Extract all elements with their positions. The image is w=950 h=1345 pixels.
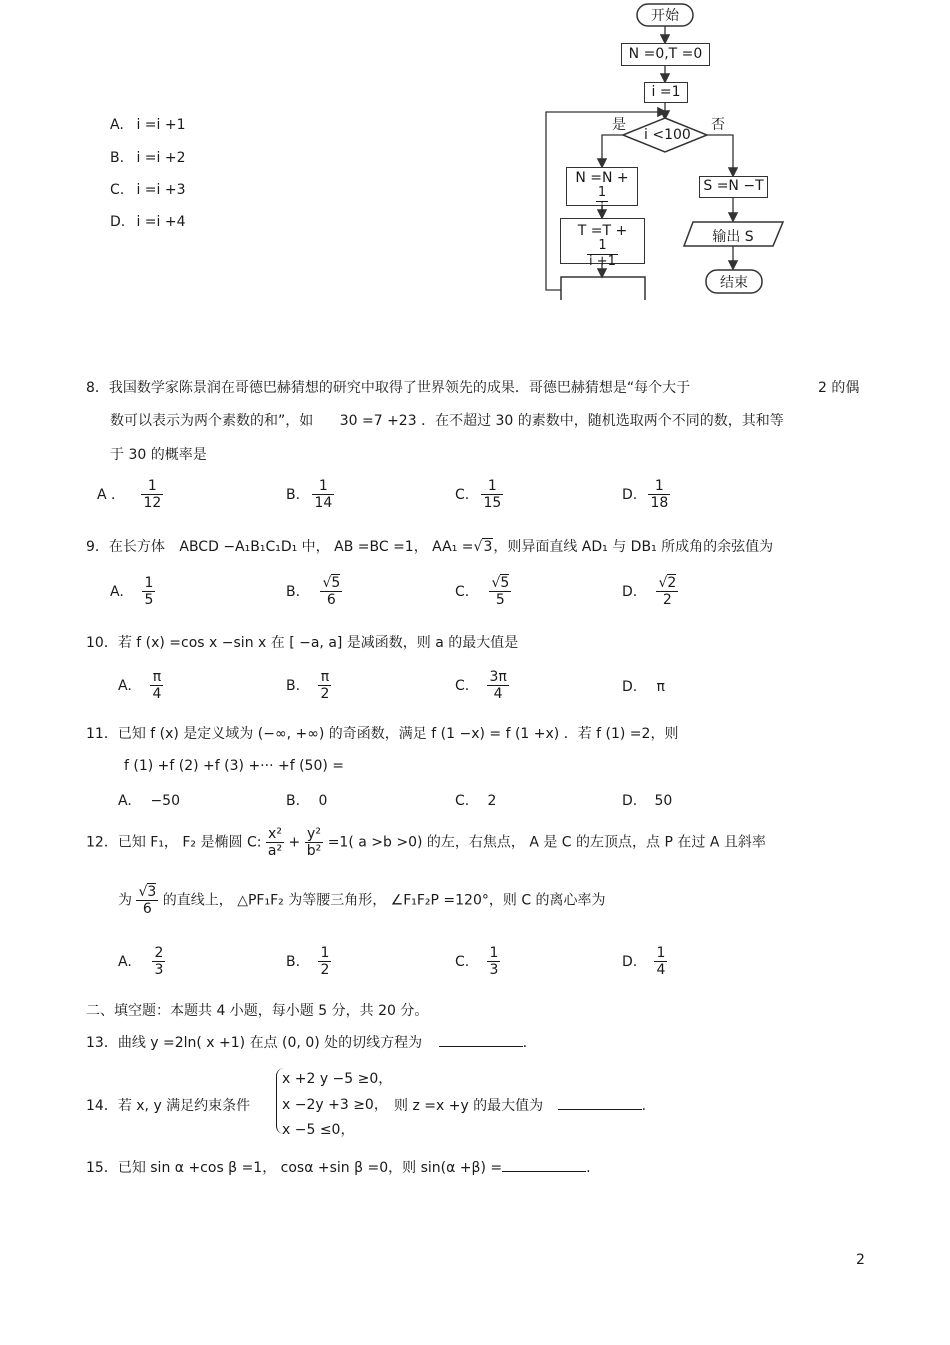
q11-line1: 11．已知 f (x) 是定义域为 (−∞, +∞) 的奇函数，满足 f (1 −x) = f (1 +x) ．若 f (1) =2，则 bbox=[86, 726, 679, 742]
q9-option-b: B. $\frac{√5}{6}$ bbox=[286, 575, 341, 609]
q11-option-d: D. 50 bbox=[622, 793, 673, 809]
t-update-fraction: $\frac{1}{i +1}$ bbox=[589, 238, 616, 269]
flowchart-n-update-box: N =N + $\frac{1}{i}$ bbox=[566, 167, 638, 206]
flowchart-init-box: N =0,T =0 bbox=[621, 43, 710, 66]
q12-option-b: B. $\frac{1}{2}$ bbox=[286, 945, 330, 979]
flowchart-end: 结束 bbox=[720, 275, 748, 291]
q7-option-b: B. i =i +2 bbox=[110, 150, 186, 166]
flowchart-output: 输出 S bbox=[712, 229, 754, 245]
page-number: 2 bbox=[856, 1252, 865, 1268]
q9-option-a: A. $\frac{1}{5}$ bbox=[110, 575, 154, 609]
q10-option-c: C. $\frac{3\pi}{4}$ bbox=[455, 669, 507, 703]
q13-answer-blank[interactable] bbox=[439, 1032, 523, 1047]
q9-option-d: D. $\frac{√2}{2}$ bbox=[622, 575, 677, 609]
flowchart-t-update-box: T =T + $\frac{1}{i +1}$ bbox=[560, 218, 645, 264]
q9-option-c: C. $\frac{√5}{5}$ bbox=[455, 575, 510, 609]
q8-line3: 于 30 的概率是 bbox=[110, 447, 207, 463]
q10-stem: 10．若 f (x) =cos x −sin x 在 [ −a, a] 是减函数，则 a 的最大值是 bbox=[86, 635, 519, 651]
q14-prefix: 14．若 x, y 满足约束条件 bbox=[86, 1098, 251, 1114]
q7-option-d: D. i =i +4 bbox=[110, 214, 186, 230]
q8-option-d: D. $\frac{1}{18}$ bbox=[622, 478, 669, 512]
flowchart-yes-label: 是 bbox=[612, 117, 626, 133]
flowchart-i-init-box: i =1 bbox=[644, 82, 688, 103]
q11-line2: f (1) +f (2) +f (3) +··· +f (50) = bbox=[124, 758, 345, 774]
flowchart-lines bbox=[0, 0, 950, 310]
q12-option-c: C. $\frac{1}{3}$ bbox=[455, 945, 499, 979]
q7-option-c: C. i =i +3 bbox=[110, 182, 186, 198]
q11-option-c: C. 2 bbox=[455, 793, 497, 809]
q10-option-d: D. π bbox=[622, 679, 665, 695]
q10-option-b: B. $\frac{\pi}{2}$ bbox=[286, 669, 330, 703]
flowchart-no-label: 否 bbox=[711, 117, 725, 133]
q12-line1: 12．已知 F₁， F₂ 是椭圆 C: $\frac{\text{x²}}{\text{a²}}$ + $\frac{\text{y²}}{\text{b²}}$ =1( a >b >0) 的左，右焦点， A 是 C 的左顶点，点 P 在过 A 且斜率 bbox=[86, 826, 766, 860]
q15-answer-blank[interactable] bbox=[502, 1157, 586, 1172]
q14-tail: 则 z =x +y 的最大值为 . bbox=[394, 1095, 646, 1115]
q9-stem: 9．在长方体 ABCD −A₁B₁C₁D₁ 中， AB =BC =1， AA₁ =√3，则异面直线 AD₁ 与 DB₁ 所成角的余弦值为 bbox=[86, 539, 774, 555]
q14-answer-blank[interactable] bbox=[558, 1095, 642, 1110]
q8-option-c: C. $\frac{1}{15}$ bbox=[455, 478, 502, 512]
q8-line1: 8．我国数学家陈景润在哥德巴赫猜想的研究中取得了世界领先的成果．哥德巴赫猜想是“每个大于 bbox=[86, 380, 691, 396]
q12-option-a: A. $\frac{2}{3}$ bbox=[118, 945, 164, 979]
flowchart-condition: i <100 bbox=[644, 127, 691, 143]
q15: 15．已知 sin α +cos β =1， cosα +sin β =0，则 sin(α +β) = . bbox=[86, 1157, 591, 1177]
q7-option-a: A. i =i +1 bbox=[110, 117, 186, 133]
flowchart-s-calc-box: S =N −T bbox=[699, 176, 768, 198]
q12-line2: 为 $\frac{√3}{6}$ 的直线上， △PF₁F₂ 为等腰三角形， ∠F₁F₂P =120°，则 C 的离心率为 bbox=[118, 884, 606, 918]
section-fill-in-blank-heading: 二、填空题：本题共 4 小题，每小题 5 分，共 20 分。 bbox=[86, 1003, 429, 1019]
q8-option-b: B. $\frac{1}{14}$ bbox=[286, 478, 333, 512]
flowchart bbox=[0, 0, 950, 310]
q8-line1-tail: 2 的偶 bbox=[818, 380, 860, 396]
q13: 13．曲线 y =2ln( x +1) 在点 (0, 0) 处的切线方程为 . bbox=[86, 1032, 527, 1052]
q8-option-a: A ． $\frac{1}{12}$ bbox=[97, 478, 162, 512]
flowchart-start: 开始 bbox=[651, 8, 679, 24]
q8-line2: 数可以表示为两个素数的和”，如 30 =7 +23 ．在不超过 30 的素数中，随机选取两个不同的数，其和等 bbox=[110, 413, 784, 429]
q10-option-a: A. $\frac{\pi}{4}$ bbox=[118, 669, 162, 703]
q11-option-a: A. −50 bbox=[118, 793, 180, 809]
q14-constraint-system: x +2 y −5 ≥0， x −2y +3 ≥0， x −5 ≤0， bbox=[276, 1068, 396, 1138]
q12-option-d: D. $\frac{1}{4}$ bbox=[622, 945, 666, 979]
q11-option-b: B. 0 bbox=[286, 793, 328, 809]
n-update-fraction: $\frac{1}{i}$ bbox=[597, 185, 607, 216]
